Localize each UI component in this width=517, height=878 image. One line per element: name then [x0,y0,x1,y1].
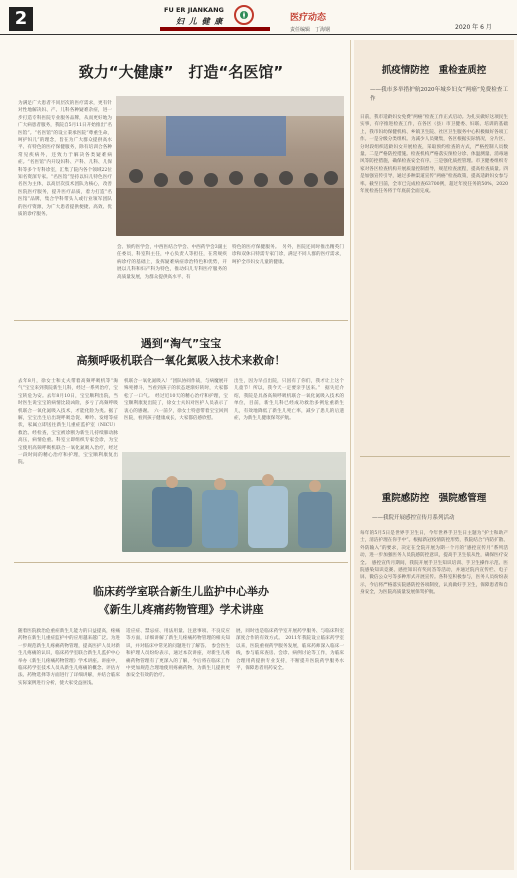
article2-title-line1: 遇到“淘气”宝宝 [140,337,222,350]
article2-col3: 出生，因为早点出院，只因有了你们，我才让上这个儿童节！所以，我今天一定要亲手送来。” 据失近介绍，我院是具备高频呼吸机联合一氧化氮吸入技术的单位，目前，新生儿科已经成功救治多例危重新生儿，有效地降低了新生儿死亡率，减少了患儿的后遗症，为新生儿健康保驾护航。 [234,379,344,422]
article3-col1: 随着医院救治危重症新生儿能力的日益提高，疼痛药物在新生儿重症监护中的应用越来越广泛。为进一步规范新生儿疼痛药物管理，提高医护人员对新生儿疼痛的认识，临床药学室联合新生儿监护中心举办《新生儿疼痛药物管理》学术讲座。讲座中，临床药学室技术人员从新生儿疼痛的概念、评估方法、药物选择等方面进行了详细讲解，并结合临床实际案例进行分析，使大家受益匪浅。 [18,629,120,686]
article4-subtitle: ——我市多举措护航2020年城乡妇女“两癌”免费检查工作 [370,87,508,102]
article5-body: 每年的5月5日是世界手卫生日，今年世界手卫生日主题为“护士和助产士，清洁护理在你手中”。根据新冠疫情防控形势，我院结合“内防扩散、外防输入”的要求，决定在全院开展为期一个月的“感控宣传月”系列活动，进一步加强医务人员院感防控意识，提高手卫生依从性，确保医疗安全。 感控宣传月期间，我院开展手卫生知识培训、手卫生操作示范、医院感染知识竞赛、感控知识有奖问答等活动，并通过院内宣传栏、电子屏、微信公众号等多种形式开展宣传。各科室积极参与，医务人员纷纷表示，今后将严格落实院感防控各项制度，认真做好手卫生，保障患者和自身安全，为医院高质量发展保驾护航。 [360,531,508,596]
article2-col1: 去年8月，徐女士和丈夫带着高频呼吸机等“淘气”宝宝来到我院新生儿科，经过一系列治疗，宝宝转危为安。去年8月10日，宝宝顺利出院，当时医生说宝宝的病情比较凶险，多亏了高频呼吸机联合一氧化氮吸入技术，才能化险为夷。据了解，宝宝出生后出现呼吸急促、呻吟、发绀等症状，家属立即送往新生儿重症监护室（NICU）救治。经检查，宝宝被诊断为新生儿持续肺动脉高压，病情危重。科室立即组织专家会诊，为宝宝使用高频呼吸机联合一氧化氮吸入治疗，经过一段时间的精心治疗和护理，宝宝顺利康复出院。 [18,379,118,466]
article5-title: 重院感防控 强院感管理 [381,493,487,504]
article1-col1: 为满足广大患者不同层次的医疗需求，更有针对性地解决妇、产、儿科各种疑难杂症，进一步打造专科医院专业服务品牌，从而更好地为广大病患者服务，我院自5月11日开始推出“名医馆”。“名医馆”的设立秉承医院“尊重生命，呵护妇儿”的理念，旨在为广大群众提供高水平、有特色的医疗保健服务，除有培训合各种常见疾病外，还致力于解决各类疑难病症。“名医馆”内开设妇科、产科、儿科、儿保科等多个专科诊室，汇集了院内各个领域22位知名资深专家。“名医馆”坚持以妇儿特色医疗名医为主体，以高层次技术团队为核心，改善医院医疗服务，提升医疗品质，着力打造“名医馆”品牌，集合学科带头人或行业领军团队的医疗资源，为广大患者提供便捷、高效、优质的诊疗服务。 [18,101,112,218]
issue-date: 2020 年 6 月 [455,24,492,31]
article5-subtitle: ——我院开展感控宣传月系列活动 [372,515,455,521]
article1-title: 致力“大健康” 打造“名医馆” [78,63,284,81]
article1-col3: 特色的医疗保健服务。 另外，医院还同时推出精英门诊和双休日特需专家门诊，满足不同人群的医疗需求，呵护全市妇女儿童的健康。 [232,245,344,265]
column-divider [350,40,351,870]
article3-title-line2: 《新生儿疼痛药物管理》学术讲座 [98,603,264,616]
masthead-en: FU ER JIANKANG [164,6,224,14]
article3-title-line1: 临床药学室联合新生儿监护中心举办 [93,585,269,598]
article4-body: 日前，我市适龄妇女免费“两癌”检查工作正式启动。为扎实做好这项民生实事，有序推进检查工作，在各区（县）市卫健委、妇联、培训的基础上，我市妇幼保健机构、乡镇卫生院、社区卫生服务中心积极做好各项工作。一是分级分类组织。为减少人员聚集，各区根据实际情况，分片区、分时段组织适龄妇女开展检查，采取预约检查的方式，严格控制人员数量。二是严格防控措施。检查机构严格落实预检分诊、体温测量、消毒通风等防控措施，确保检查安全有序。三是强化质控管理。市卫健委组织专家对各区检查机构开展质量控制督导，规范检查流程，提高检查质量。四是加强宣传引导，通过多种渠道宣传“两癌”检查政策，提高适龄妇女参与率。截至目前，全市已完成检查63700例，超过年度任务的50%，2020年度检查任务将于年底前全面完成。 [360,115,508,195]
hospital-logo-icon [234,5,254,25]
article3-col3: 展，同时也是临床药学室开展药学服务、与临床科室深度合作的有效方式。 2011年我院设立临床药学室以来，医院重视药学服务发展，临床药师深入临床一线，参与临床查房、会诊、病例讨论等工作，为临床合理用药提供专业支持，不断提升医院药学服务水平，保障患者用药安全。 [236,629,344,672]
article2-photo [122,452,346,552]
article1-col2: 会、预约医学会，中西医结合学会、中西药学会3副主任委员，科室科主任，中心负责人等担任，在常规疾病诊疗的基础上，发挥疑难病症诊治特色和优势，开展以儿科和妇产科为特色，推动妇儿专科医疗服务的高质量发展，为群众提供高水平、有 [117,245,227,280]
article1-photo [116,96,344,236]
article3-col2: 适应症、禁忌症、用法用量、注意事项、不良反应等方面，详细讲解了新生儿疼痛药物管理的相关知识，并对临床中常见的问题进行了解答。 参会医生和护理人员纷纷表示，通过本次讲座，对新生儿疼痛药物管理有了更深入的了解，今后将在临床工作中更加规范合理地使用疼痛药物，为新生儿提供更加安全有效的治疗。 [126,629,230,679]
section-title: 医疗动态 [290,13,327,23]
divider [14,320,348,321]
article4-title: 抓疫情防控 重检查质控 [381,65,487,76]
article2-title-line2: 高频呼吸机联合一氧化氮吸入技术来救命！ [76,354,286,367]
masthead-cn: 妇 儿 健 康 [176,16,224,26]
masthead-bar [160,27,270,31]
page-number: 2 [9,7,33,31]
editor-credit: 责任编辑 丁海钢 [290,27,331,33]
masthead [0,0,517,36]
divider [14,562,348,563]
divider [360,456,510,457]
article2-col2: 机联合一氧化氮吸入！”团队协同作战，与病魔展开殊死搏斗，当看到孩子的状态逐渐好转时，大家都松了一口气。 经过近10天的精心治疗和护理，宝宝顺利康复出院了，徐女士夫妇对医护人员表示了衷心的感谢。 六一前夕，徐女士特意带着宝宝回到医院，看到孩子健康成长，大家都倍感欣慰。 [124,379,228,422]
header-rule [0,34,517,35]
